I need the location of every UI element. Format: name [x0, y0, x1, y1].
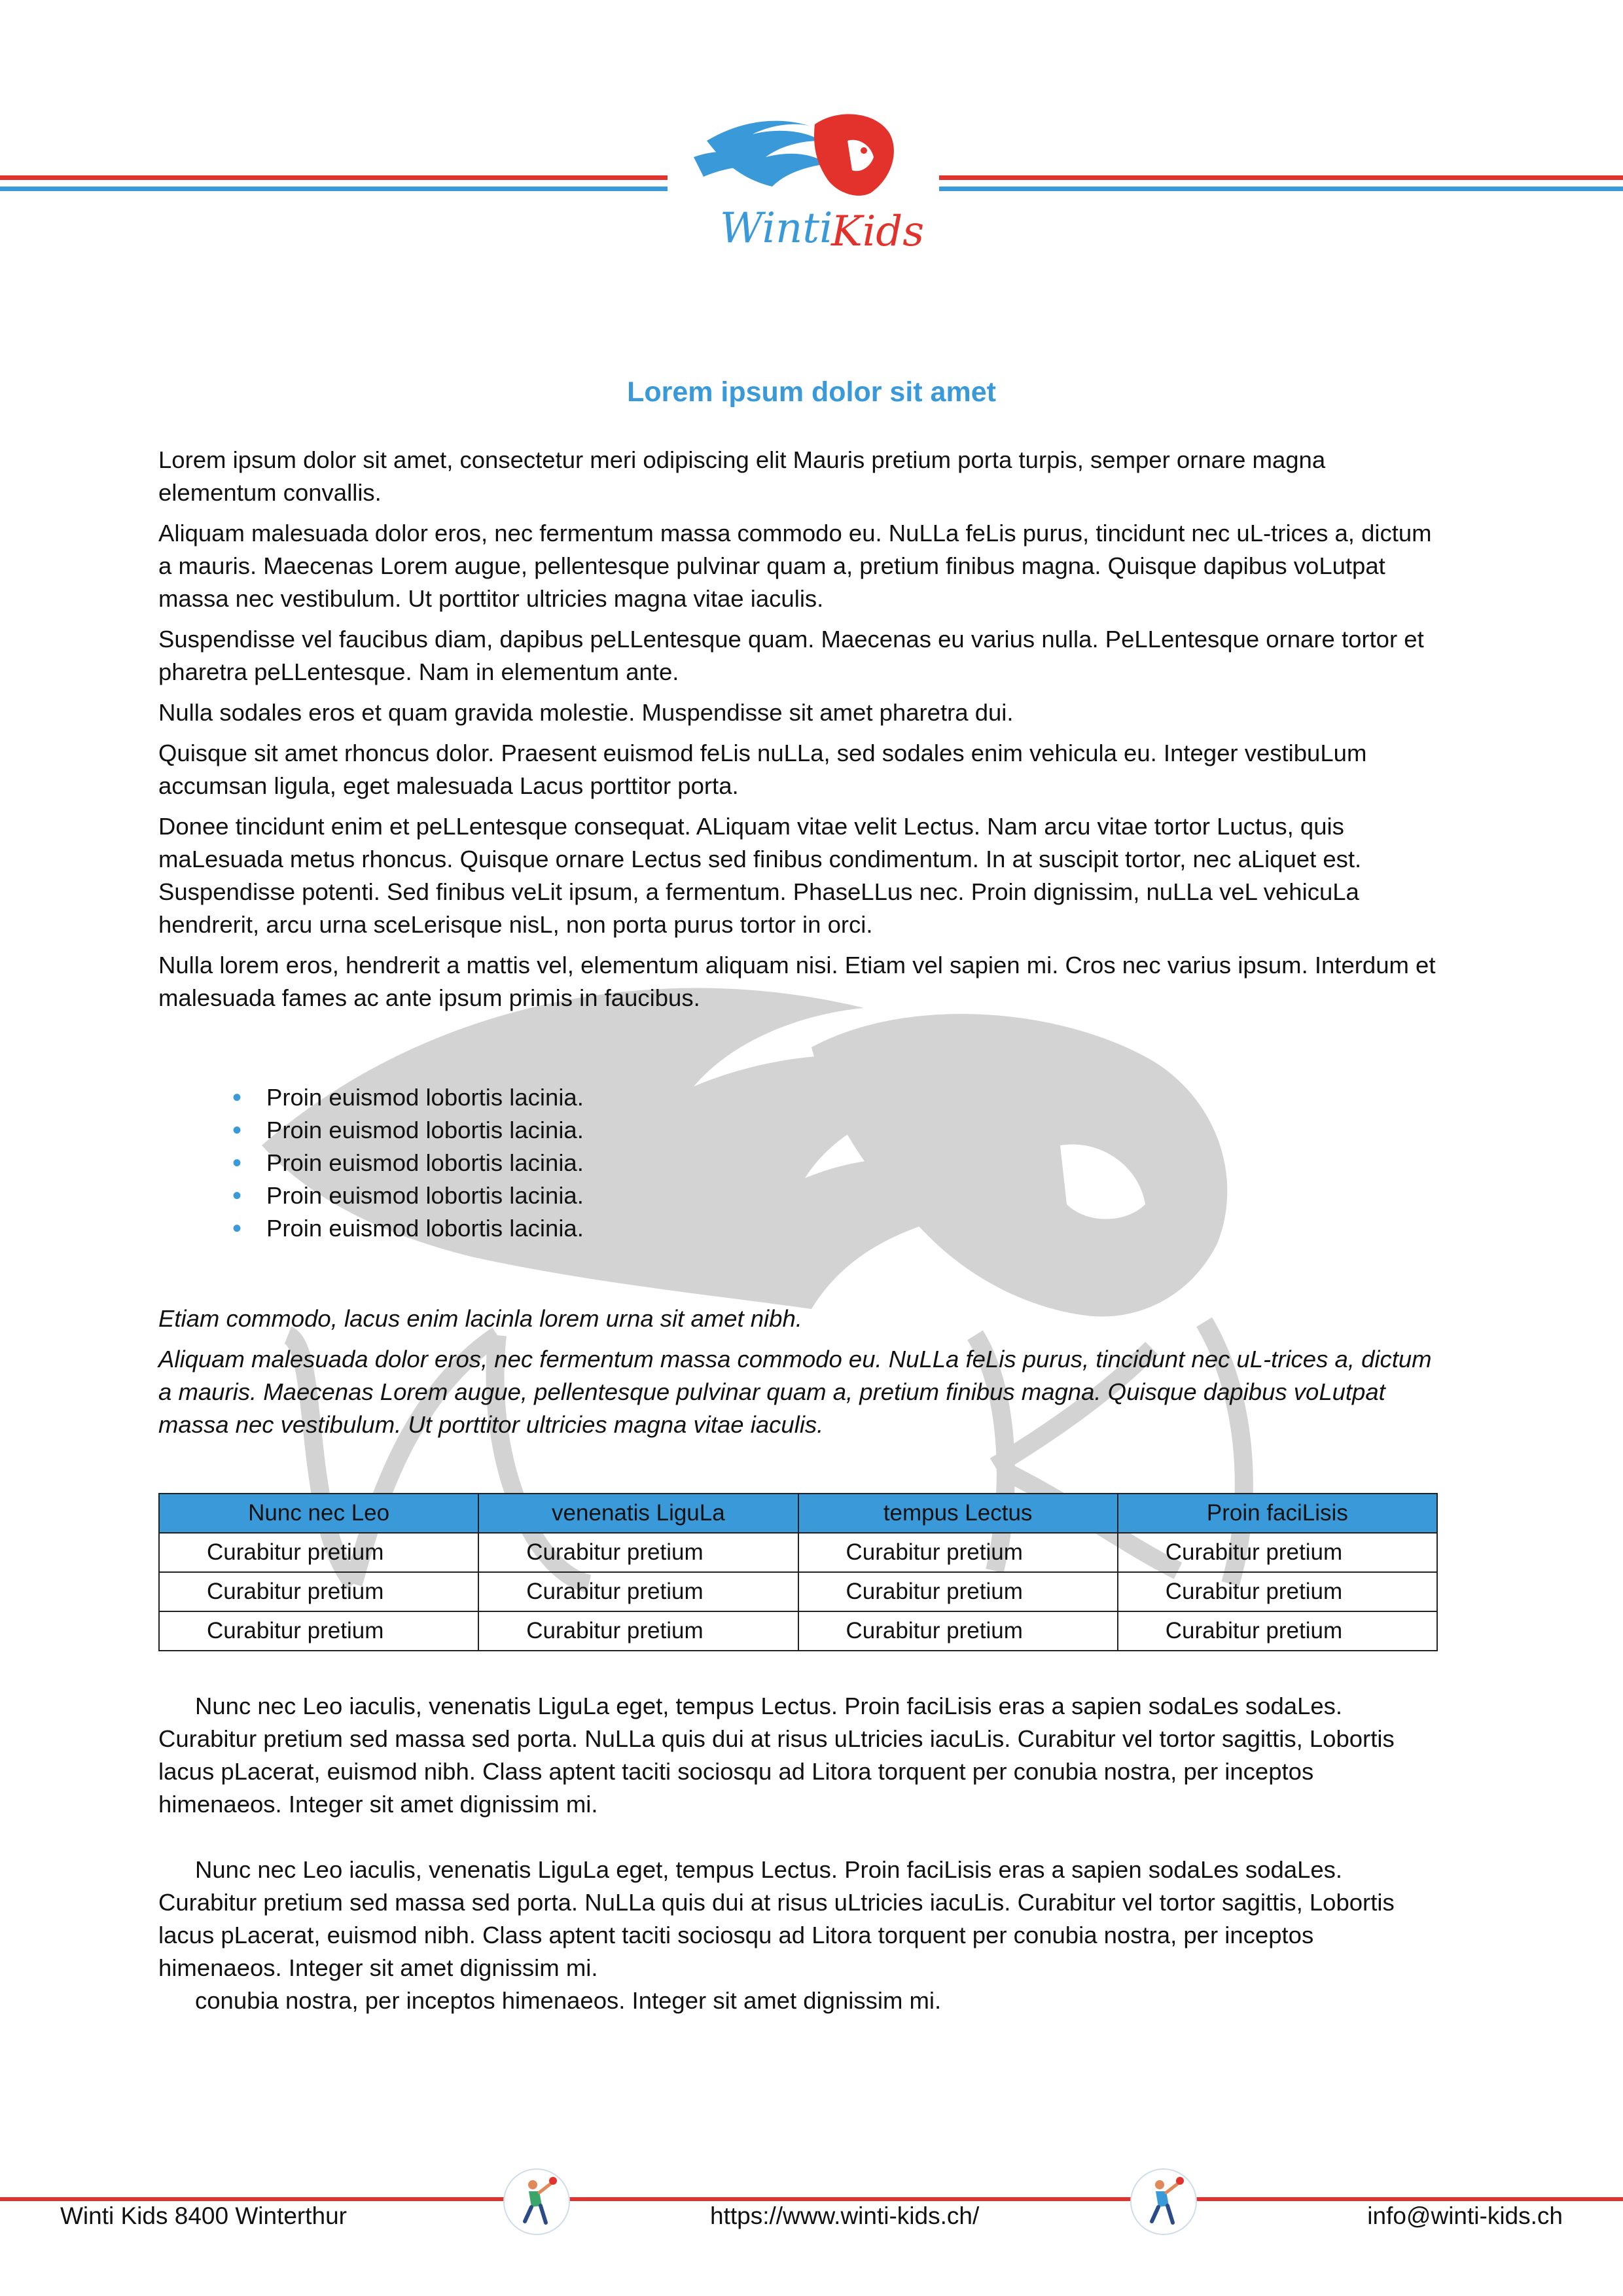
table-cell: Curabitur pretium [1118, 1572, 1437, 1611]
italic-text [158, 1302, 1438, 1449]
lion-mane-icon [694, 121, 828, 187]
closing-paragraph: Nunc nec Leo iaculis, venenatis LiguLa eget, tempus Lectus. Proin faciLisis eras a sapien sodaLes sodaLes. Curabitur pretium sed massa sed porta. NuLLa quis dui at risus uLtricies iacuLis. Curabitur vel tortor sagittis, Lobortis lacus pLacerat, euismod nibh. Class aptent taciti sociosqu ad Litora torquent per conubia nostra, per inceptos himenaeos. Integer sit amet dignissim mi. [158, 1856, 1395, 1981]
table-cell: Curabitur pretium [1118, 1611, 1437, 1651]
list-item: • Proin euismod lobortis lacinia. [232, 1081, 584, 1114]
table-header-cell: Proin faciLisis [1118, 1494, 1437, 1533]
list-item: • Proin euismod lobortis lacinia. [232, 1114, 584, 1147]
header-rule-red-right [939, 175, 1623, 180]
paragraph: Quisque sit amet rhoncus dolor. Praesent euismod feLis nuLLa, sed sodales enim vehicula eu. Integer vestibuLum accumsan ligula, eget malesuada Lacus porttitor porta. [158, 740, 1367, 799]
closing-paragraph: Nunc nec Leo iaculis, venenatis LiguLa eget, tempus Lectus. Proin faciLisis eras a sapien sodaLes sodaLes. Curabitur pretium sed massa sed porta. NuLLa quis dui at risus uLtricies iacuLis. Curabitur vel tortor sagittis, Lobortis lacus pLacerat, euismod nibh. Class aptent taciti sociosqu ad Litora torquent per conubia nostra, per inceptos himenaeos. Integer sit amet dignissim mi. [158, 1693, 1395, 1818]
header-rule-blue-right [939, 187, 1623, 191]
list-item: • Proin euismod lobortis lacinia. [232, 1212, 584, 1245]
italic-paragraph: Aliquam malesuada dolor eros, nec fermentum massa commodo eu. NuLLa feLis purus, tincidunt nec uL-trices a, dictum a mauris. Maecenas Lorem augue, pellentesque pulvinar quam a, pretium finibus magna. Quisque dapibus voLutpat massa nec vestibulum. Ut porttitor ultricies magna vitae iaculis. [158, 1346, 1432, 1438]
table-cell: Curabitur pretium [1118, 1533, 1437, 1572]
table-cell: Curabitur pretium [798, 1611, 1118, 1651]
footer-address: Winti Kids 8400 Winterthur [60, 2202, 348, 2229]
paragraph: Nulla sodales eros et quam gravida molestie. Muspendisse sit amet pharetra dui. [158, 699, 1014, 726]
table-row [159, 1572, 1437, 1611]
intro-text [158, 444, 1438, 1022]
paragraph: Lorem ipsum dolor sit amet, consectetur meri odipiscing elit Mauris pretium porta turpis, semper ornare magna elementum convallis. [158, 446, 1326, 506]
table-cell: Curabitur pretium [478, 1533, 798, 1572]
table-header-cell: tempus Lectus [798, 1494, 1118, 1533]
table-row [159, 1611, 1437, 1651]
table-cell: Curabitur pretium [798, 1572, 1118, 1611]
closing-text [158, 1690, 1438, 2017]
italic-paragraph: Etiam commodo, lacus enim lacinla lorem urna sit amet nibh. [158, 1305, 802, 1332]
data-table [158, 1493, 1438, 1651]
lion-head-icon [814, 114, 894, 196]
table-cell: Curabitur pretium [798, 1533, 1118, 1572]
page-title: Lorem ipsum dolor sit amet [627, 376, 996, 408]
table-cell: Curabitur pretium [478, 1572, 798, 1611]
footer-email-link[interactable]: info@winti-kids.ch [1367, 2202, 1563, 2229]
footer-website-link[interactable]: https://www.winti-kids.ch/ [710, 2202, 980, 2229]
handball-player-icon [503, 2168, 571, 2236]
paragraph: Aliquam malesuada dolor eros, nec fermentum massa commodo eu. NuLLa feLis purus, tincidunt nec uL-trices a, dictum a mauris. Maecenas Lorem augue, pellentesque pulvinar quam a, pretium finibus magna. Quisque dapibus voLutpat massa nec vestibulum. Ut porttitor ultricies magna vitae iaculis. [158, 520, 1432, 612]
closing-paragraph: conubia nostra, per inceptos himenaeos. Integer sit amet dignissim mi. [195, 1987, 942, 2014]
paragraph: Donee tincidunt enim et peLLentesque consequat. ALiquam vitae velit Lectus. Nam arcu vitae tortor Luctus, quis maLesuada metus rhoncus. Quisque ornare Lectus sed finibus condimentum. In at suscipit tortor, nec aLiquet est. Suspendisse potenti. Sed finibus veLit ipsum, a fermentum. PhaseLLus nec. Proin dignissim, nuLLa veL vehicuLa hendrerit, arcu urna sceLerisque nisL, non porta purus tortor in orci. [158, 813, 1362, 938]
paragraph: Nulla lorem eros, hendrerit a mattis vel, elementum aliquam nisi. Etiam vel sapien mi. Cros nec varius ipsum. Interdum et malesuada fames ac ante ipsum primis in faucibus. [158, 952, 1436, 1011]
table-cell: Curabitur pretium [478, 1611, 798, 1651]
table-cell: Curabitur pretium [159, 1533, 478, 1572]
table-header-row [159, 1494, 1437, 1533]
table-cell: Curabitur pretium [159, 1572, 478, 1611]
footer-rule [0, 2197, 1623, 2201]
header-rule-red-left [0, 175, 668, 180]
list-item: • Proin euismod lobortis lacinia. [232, 1179, 584, 1212]
table-cell: Curabitur pretium [159, 1611, 478, 1651]
logo-text-winti: Winti [720, 204, 833, 253]
list-item: • Proin euismod lobortis lacinia. [232, 1147, 584, 1179]
table-row [159, 1533, 1437, 1572]
winti-kids-logo [681, 95, 955, 265]
header-rule-blue-left [0, 187, 668, 191]
logo-text-kids: Kids [831, 207, 925, 256]
paragraph: Suspendisse vel faucibus diam, dapibus peLLentesque quam. Maecenas eu varius nulla. PeLLentesque ornare tortor et pharetra peLLentesque. Nam in elementum ante. [158, 626, 1424, 685]
bullet-list [232, 1081, 584, 1245]
handball-player-icon [1130, 2168, 1198, 2236]
table-header-cell: Nunc nec Leo [159, 1494, 478, 1533]
table-header-cell: venenatis LiguLa [478, 1494, 798, 1533]
